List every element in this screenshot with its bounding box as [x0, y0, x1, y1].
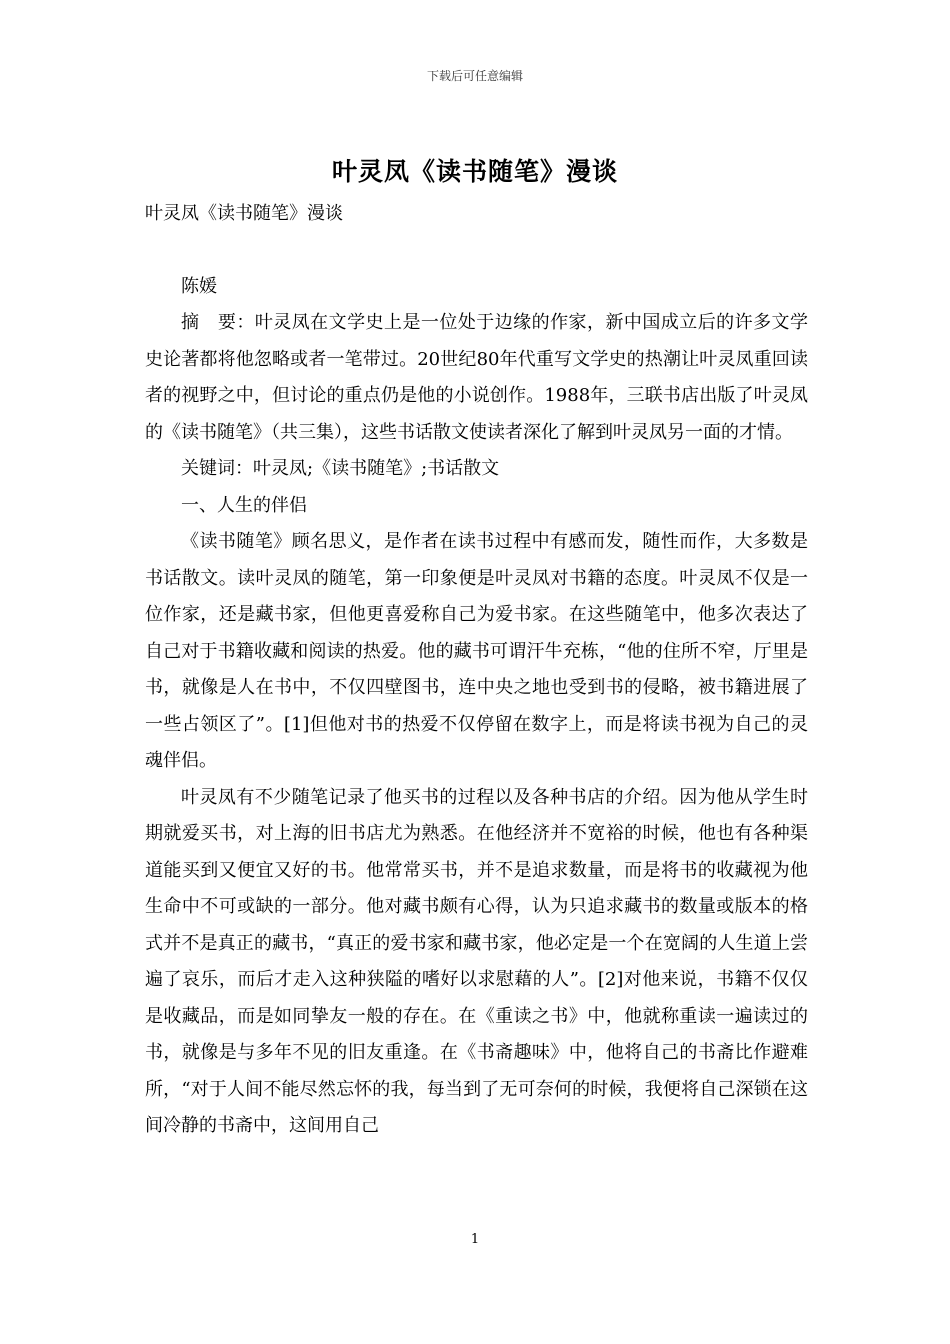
body-paragraph: 《读书随笔》顾名思义，是作者在读书过程中有感而发，随性而作，大多数是书话散文。读叶灵凤的随笔，第一印象便是叶灵凤对书籍的态度。叶灵凤不仅是一位作家，还是藏书家，但他更喜爱称自己为爱书家。在这些随笔中，他多次表达了自己对于书籍收藏和阅读的热爱。他的藏书可谓汗牛充栋，“他的住所不窄，厅里是书，就像是人在书中，不仅四壁图书，连中央之地也受到书的侵略，被书籍进展了一些占领区了”。[1]但他对书的热爱不仅停留在数字上，而是将读书视为自己的灵魂伴侣。 [145, 531, 808, 771]
document-body [145, 196, 808, 1145]
author-name: 陈媛 [181, 275, 217, 297]
subtitle: 叶灵凤《读书随笔》漫谈 [145, 203, 343, 224]
keywords-line: 关键词：叶灵凤;《读书随笔》;书话散文 [181, 458, 500, 479]
document-title: 叶灵凤《读书随笔》漫谈 [331, 157, 618, 186]
header-note: 下载后可任意编辑 [426, 69, 523, 83]
section-heading: 一、人生的伴侣 [181, 494, 307, 516]
abstract-paragraph: 摘 要：叶灵凤在文学史上是一位处于边缘的作家，新中国成立后的许多文学史论著都将他忽略或者一笔带过。20世纪80年代重写文学史的热潮让叶灵凤重回读者的视野之中，但讨论的重点仍是他的小说创作。1988年，三联书店出版了叶灵凤的《读书随笔》（共三集），这些书话散文使读者深化了解到叶灵凤另一面的才情。 [145, 312, 808, 443]
page-number: 1 [470, 1232, 480, 1247]
body-paragraph: 叶灵凤有不少随笔记录了他买书的过程以及各种书店的介绍。因为他从学生时期就爱买书，对上海的旧书店尤为熟悉。在他经济并不宽裕的时候，他也有各种渠道能买到又便宜又好的书。他常常买书，并不是追求数量，而是将书的收藏视为他生命中不可或缺的一部分。他对藏书颇有心得，认为只追求藏书的数量或版本的格式并不是真正的藏书，“真正的爱书家和藏书家，他必定是一个在宽阔的人生道上尝遍了哀乐，而后才走入这种狭隘的嗜好以求慰藉的人”。[2]对他来说，书籍不仅仅是收藏品，而是如同挚友一般的存在。在《重读之书》中，他就称重读一遍读过的书，就像是与多年不见的旧友重逢。在《书斋趣味》中，他将自己的书斋比作避难所，“对于人间不能尽然忘怀的我，每当到了无可奈何的时候，我便将自己深锁在这间冷静的书斋中，这间用自己 [145, 786, 808, 1136]
